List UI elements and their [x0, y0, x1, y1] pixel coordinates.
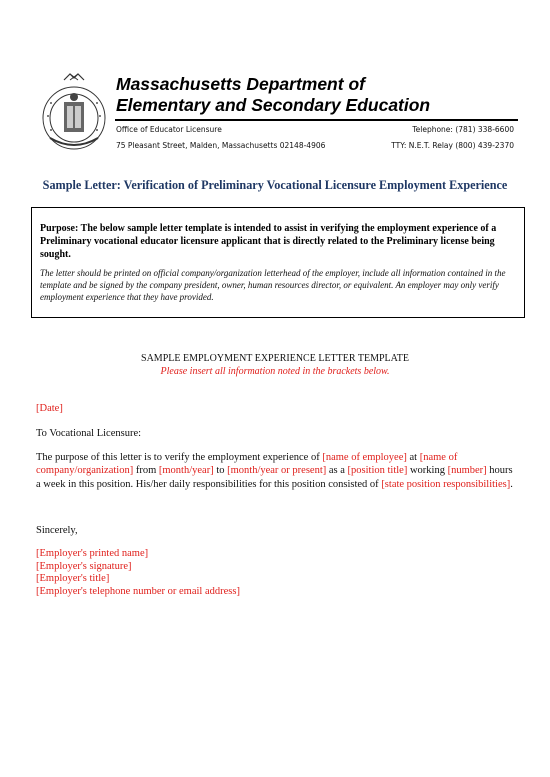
signature-block — [36, 548, 240, 598]
purpose-statement: Purpose: The below sample letter template is intended to assist in verifying the employment experience of a Preliminary vocational educator licensure applicant that is directly related to the Preliminary license being sought. — [40, 223, 497, 260]
template-instruction: Please insert all information noted in the brackets below. — [160, 366, 390, 377]
placeholder-position-title: [position title] — [347, 465, 408, 477]
body-text-6: working — [407, 465, 448, 477]
placeholder-employee-name: [name of employee] — [322, 452, 407, 463]
placeholder-employer-contact: [Employer's telephone number or email address] — [36, 585, 240, 597]
date-placeholder: [Date] — [36, 403, 63, 414]
placeholder-responsibilities: [state position responsibilities] — [381, 478, 511, 490]
template-heading: SAMPLE EMPLOYMENT EXPERIENCE LETTER TEMPLATE — [141, 353, 409, 364]
office-name: Office of Educator Licensure — [116, 125, 222, 134]
placeholder-end-date: [month/year or present] — [227, 465, 327, 477]
placeholder-employer-title: [Employer's title] — [36, 573, 110, 585]
tty: TTY: N.E.T. Relay (800) 439-2370 — [391, 141, 514, 150]
agency-name — [116, 74, 430, 116]
massachusetts-seal-icon — [40, 68, 108, 152]
body-text-7: hours a week in this position. His/her daily responsibilities for this position consisted of — [36, 465, 513, 490]
letter-body — [36, 451, 516, 491]
body-text-2: at — [406, 452, 420, 463]
placeholder-hours: [number] — [447, 465, 487, 477]
telephone: Telephone: (781) 338-6600 — [412, 125, 514, 134]
body-text-4: to — [213, 465, 228, 477]
agency-name-line2: Elementary and Secondary Education — [116, 95, 431, 115]
purpose-instructions: The letter should be printed on official company/organization letterhead of the employer, include all information contained in the template and be signed by the company president, owner, human resources director, or equivalent. An employer may only verify employment experience that they have provided. — [40, 268, 506, 302]
body-text-1: The purpose of this letter is to verify the employment experience of — [36, 452, 323, 463]
document-title: Sample Letter: Verification of Preliminary Vocational Licensure Employment Experience — [42, 178, 508, 192]
template-header — [0, 352, 550, 378]
salutation: To Vocational Licensure: — [36, 428, 142, 439]
header-rule — [115, 119, 518, 121]
placeholder-start-date: [month/year] — [158, 465, 214, 477]
office-address: 75 Pleasant Street, Malden, Massachusetts 02148-4906 — [116, 141, 326, 150]
agency-name-line1: Massachusetts Department of — [116, 74, 365, 94]
placeholder-employer-name: [Employer's printed name] — [36, 548, 149, 559]
closing: Sincerely, — [36, 525, 78, 536]
body-text-3: from — [133, 465, 159, 477]
purpose-box — [31, 207, 525, 318]
placeholder-company-name: [name of company/organization] — [36, 452, 458, 477]
placeholder-employer-signature: [Employer's signature] — [36, 560, 132, 572]
body-text-8: . — [510, 478, 513, 490]
body-text-5: as a — [326, 465, 348, 477]
